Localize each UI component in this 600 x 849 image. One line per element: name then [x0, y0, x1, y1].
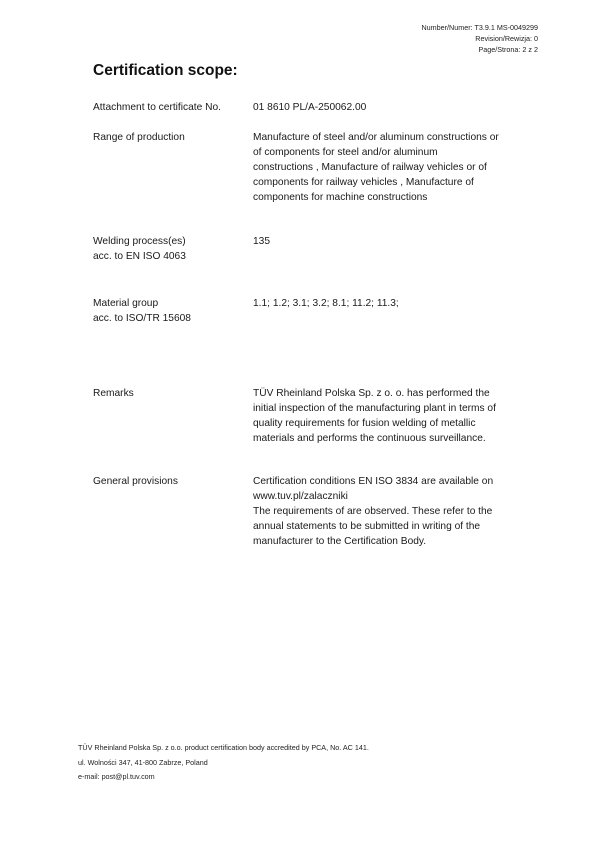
- value-line: initial inspection of the manufacturing plant in terms of: [253, 403, 496, 414]
- value-line: components for railway vehicles , Manufacture of: [253, 177, 474, 188]
- value-line: constructions , Manufacture of railway vehicles or of: [253, 162, 487, 173]
- row-label: [93, 474, 248, 489]
- row-value: [253, 100, 521, 115]
- label-line: Range of production: [93, 132, 185, 143]
- row-value: [253, 130, 521, 205]
- label-line: acc. to EN ISO 4063: [93, 251, 186, 262]
- value-line: TÜV Rheinland Polska Sp. z o. o. has performed the: [253, 388, 490, 399]
- value-line: quality requirements for fusion welding of metallic: [253, 418, 476, 429]
- value-line: components for machine constructions: [253, 192, 428, 203]
- row-value: [253, 234, 521, 249]
- row-label: [93, 234, 248, 264]
- row-value: [253, 474, 521, 549]
- document-footer: [78, 741, 369, 785]
- row-label: [93, 100, 248, 115]
- document-header: [421, 22, 538, 55]
- value-line: Manufacture of steel and/or aluminum constructions or: [253, 132, 499, 143]
- row-label: [93, 130, 248, 145]
- value-line: annual statements to be submitted in writing of the: [253, 521, 481, 532]
- value-line: manufacturer to the Certification Body.: [253, 536, 427, 547]
- footer-email: e-mail: post@pl.tuv.com: [78, 772, 155, 781]
- value-line: Certification conditions EN ISO 3834 are available on: [253, 476, 494, 487]
- label-line: Welding process(es): [93, 236, 186, 247]
- value-line: www.tuv.pl/zalaczniki: [253, 491, 348, 502]
- label-line: General provisions: [93, 476, 178, 487]
- label-line: Material group: [93, 298, 159, 309]
- row-label: [93, 386, 248, 401]
- page-number: Page/Strona: 2 z 2: [478, 45, 538, 54]
- value-line: The requirements of are observed. These refer to the: [253, 506, 493, 517]
- value-line: 135: [253, 236, 270, 247]
- page-title: Certification scope:: [93, 62, 238, 79]
- label-line: Remarks: [93, 388, 134, 399]
- label-line: Attachment to certificate No.: [93, 102, 221, 113]
- footer-accreditation: TÜV Rheinland Polska Sp. z o.o. product certification body accredited by PCA, No. AC 141.: [78, 743, 369, 752]
- row-value: [253, 296, 521, 311]
- value-line: 1.1; 1.2; 3.1; 3.2; 8.1; 11.2; 11.3;: [253, 298, 399, 309]
- row-label: [93, 296, 248, 326]
- document-number: Number/Numer: T3.9.1 MS-0049299: [421, 23, 538, 32]
- document-revision: Revision/Rewizja: 0: [475, 34, 538, 43]
- row-value: [253, 386, 521, 446]
- value-line: 01 8610 PL/A-250062.00: [253, 102, 367, 113]
- value-line: of components for steel and/or aluminum: [253, 147, 438, 158]
- label-line: acc. to ISO/TR 15608: [93, 313, 191, 324]
- value-line: materials and performs the continuous surveillance.: [253, 433, 486, 444]
- footer-address: ul. Wolności 347, 41-800 Zabrze, Poland: [78, 757, 208, 767]
